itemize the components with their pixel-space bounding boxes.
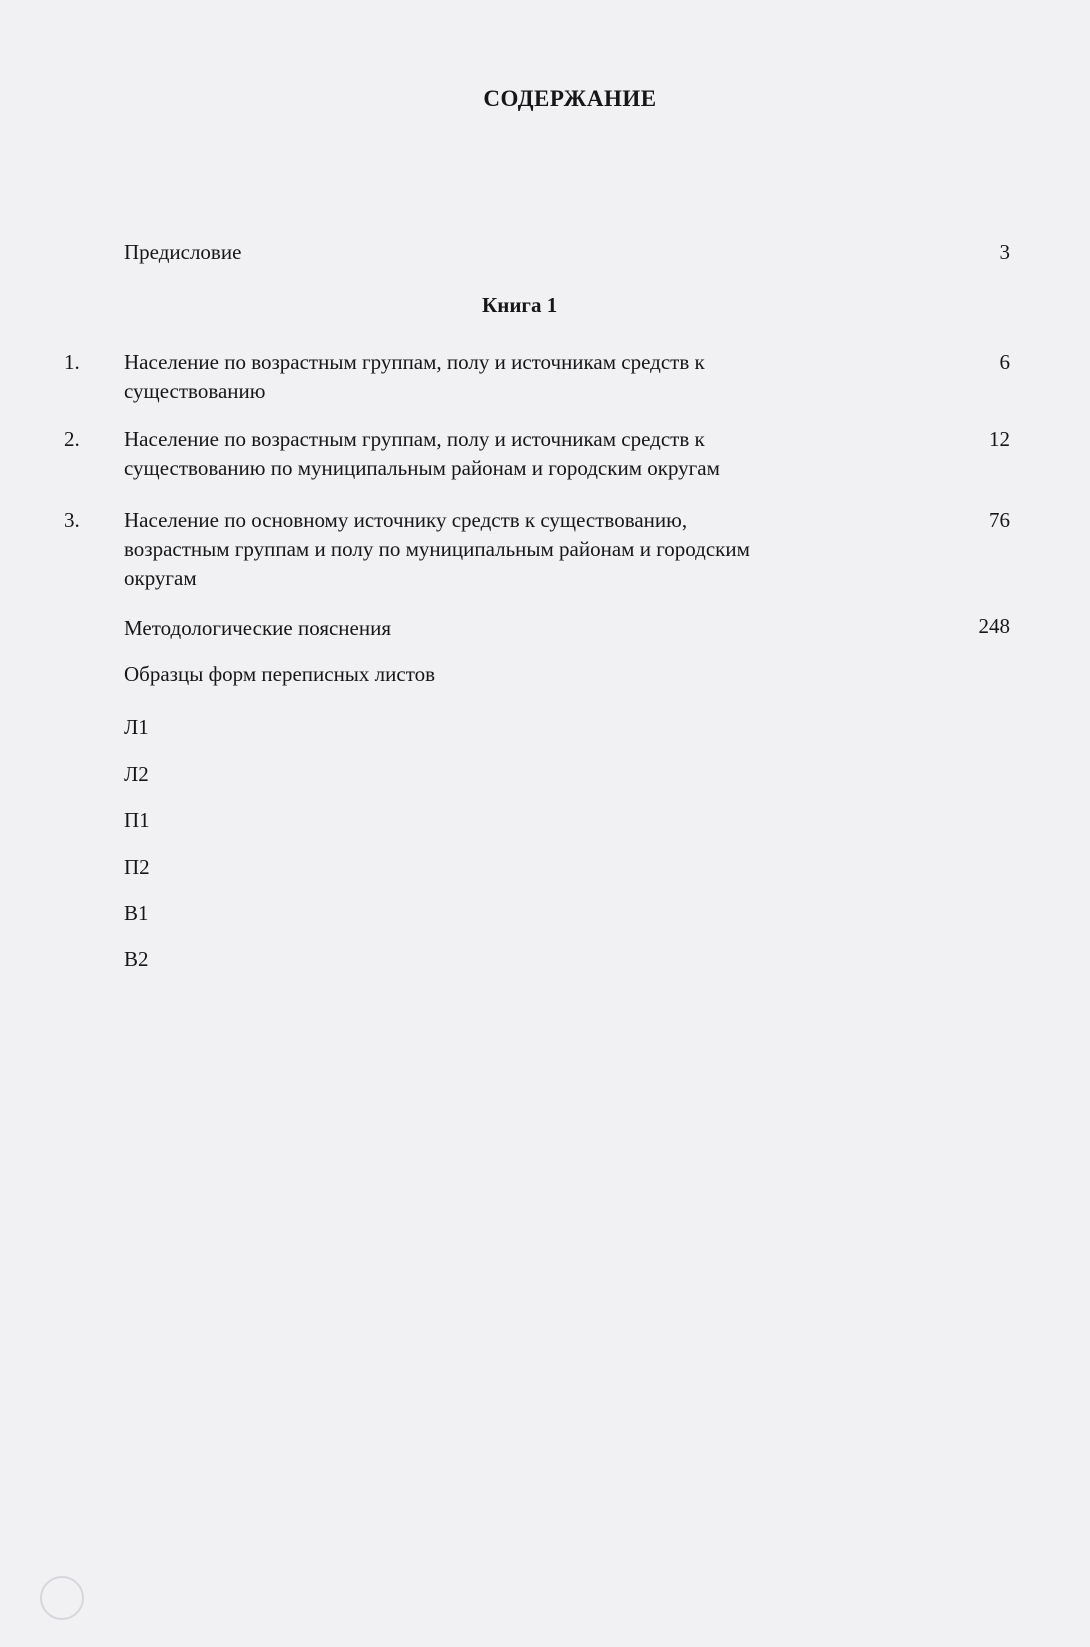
- toc-entry-3[interactable]: [124, 506, 750, 593]
- toc-entry-forms[interactable]: [124, 660, 435, 689]
- toc-entry-line: округам: [124, 566, 197, 590]
- toc-page-number: 12: [989, 427, 1010, 451]
- toc-entry-1[interactable]: [124, 348, 705, 406]
- toc-page-number: 3: [999, 240, 1010, 264]
- form-code[interactable]: В2: [124, 947, 149, 971]
- toc-entry-number: 2.: [64, 427, 80, 451]
- toc-entry-label: Методологические пояснения: [124, 616, 392, 640]
- page-title: СОДЕРЖАНИЕ: [483, 86, 657, 111]
- toc-entry-line: существованию: [124, 379, 266, 403]
- toc-entry-preface[interactable]: [124, 238, 241, 267]
- book-heading: Книга 1: [482, 293, 558, 317]
- toc-entry-label: Образцы форм переписных листов: [124, 662, 436, 686]
- toc-entry-2[interactable]: [124, 425, 720, 483]
- toc-entry-label: Предисловие: [124, 240, 242, 264]
- toc-page-number: 76: [989, 508, 1010, 532]
- toc-entry-number: 3.: [64, 508, 80, 532]
- toc-entry-number: 1.: [64, 350, 80, 374]
- toc-page-number: 248: [978, 614, 1010, 638]
- form-code[interactable]: П2: [124, 855, 150, 879]
- form-code[interactable]: П1: [124, 808, 150, 832]
- toc-entry-methodology[interactable]: [124, 614, 391, 643]
- toc-page-number: 6: [999, 350, 1010, 374]
- form-code[interactable]: В1: [124, 901, 149, 925]
- emblem-icon: [40, 1576, 84, 1620]
- toc-entry-line: Население по основному источнику средств к существованию,: [124, 508, 688, 532]
- toc-entry-line: возрастным группам и полу по муниципальным районам и городским: [124, 537, 750, 561]
- toc-entry-line: Население по возрастным группам, полу и источникам средств к: [124, 427, 705, 451]
- toc-entry-line: Население по возрастным группам, полу и источникам средств к: [124, 350, 705, 374]
- form-code[interactable]: Л2: [124, 762, 149, 786]
- form-code[interactable]: Л1: [124, 715, 149, 739]
- toc-entry-line: существованию по муниципальным районам и городским округам: [124, 456, 720, 480]
